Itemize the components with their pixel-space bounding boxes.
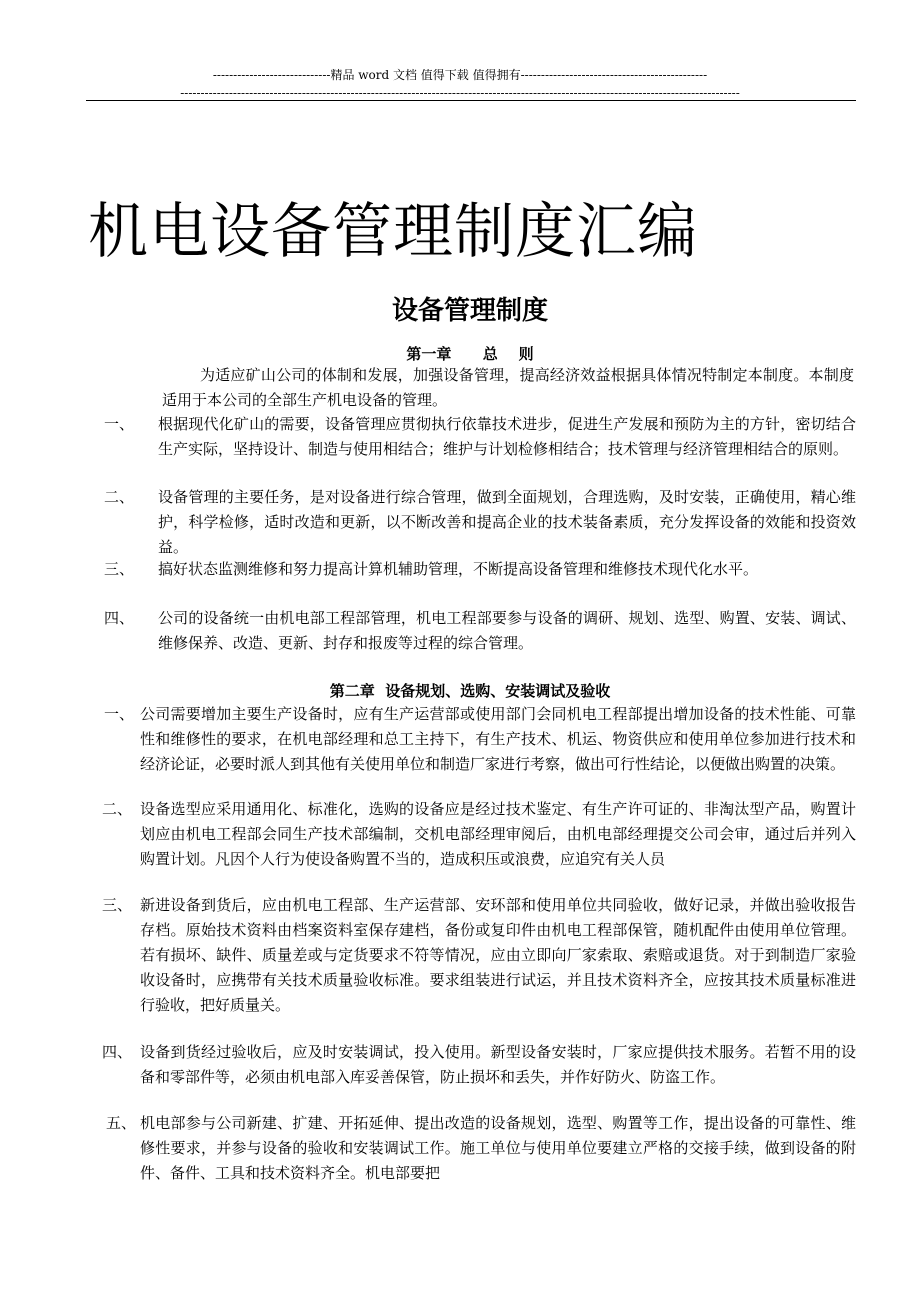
item-text: 机电部参与公司新建、扩建、开拓延伸、提出改造的设备规划，选型、购置等工作，提出设备的可靠性、维修性要求，并参与设备的验收和安装调试工作。施工单位与使用单位要建立严格的交接手续，做到设备的附件、备件、工具和技术资料齐全。机电部要把 [140,1114,856,1182]
chapter-1-item-3 [104,557,856,582]
item-number: 四、 [102,1043,133,1061]
section-title: 设备管理制度 [391,296,548,326]
item-text: 设备到货经过验收后，应及时安装调试，投入使用。新型设备安装时，厂家应提供技术服务。若暂不用的设备和零部件等，必须由机电部入库妥善保管，防止损坏和丢失，并作好防火、防盗工作。 [140,1043,856,1086]
chapter-2-item-4 [102,1040,856,1090]
document-title: 机电设备管理制度汇编 [88,197,698,267]
header-rule [86,100,856,101]
chapter-2-item-2 [102,797,856,872]
item-text: 搞好状态监测维修和努力提高计算机辅助管理，不断提高设备管理和维修技术现代化水平。 [158,560,759,578]
item-number: 四、 [104,609,135,627]
chapter-1-item-2 [104,485,856,560]
item-number: 五、 [106,1114,137,1132]
chapter-2-heading: 第二章 设备规划、选购、安装调试及验收 [329,682,611,700]
page-header-dashes: ------------------------------------------------------------------------------------------------------------------------------------------ [180,86,740,100]
chapter-2-item-3 [102,893,856,1018]
item-number: 二、 [102,800,133,818]
chapter-1-item-4 [104,606,856,656]
item-text: 设备选型应采用通用化、标准化，选购的设备应是经过技术鉴定、有生产许可证的、非淘汰型产品，购置计划应由机电工程部会同生产技术部编制，交机电部经理审阅后，由机电部经理提交公司会审，通过后并列入购置计划。凡因个人行为使设备购置不当的，造成积压或浪费，应追究有关人员 [140,800,856,868]
item-text: 公司需要增加主要生产设备时，应有生产运营部或使用部门会同机电工程部提出增加设备的技术性能、可靠性和维修性的要求，在机电部经理和总工主持下，有生产技术、机运、物资供应和使用单位参加进行技术和经济论证，必要时派人到其他有关使用单位和制造厂家进行考察，做出可行性结论，以便做出购置的决策。 [140,705,856,773]
item-text: 新进设备到货后，应由机电工程部、生产运营部、安环部和使用单位共同验收，做好记录，并做出验收报告存档。原始技术资料由档案资料室保存建档，备份或复印件由机电工程部保管，随机配件由使用单位管理。若有损坏、缺件、质量差或与定货要求不符等情况，应由立即向厂家索取、索赔或退货。对于到制造厂家验收设备时，应携带有关技术质量验收标准。要求组装进行试运，并且技术资料齐全，应按其技术质量标准进行验收，把好质量关。 [140,896,856,1014]
item-text: 设备管理的主要任务，是对设备进行综合管理，做到全面规划，合理选购，及时安装，正确使用，精心维护，科学检修，适时改造和更新，以不断改善和提高企业的技术装备素质，充分发挥设备的效能和投资效益。 [158,488,856,556]
item-number: 三、 [104,560,135,578]
chapter-1-item-1 [104,412,856,462]
item-text: 根据现代化矿山的需要，设备管理应贯彻执行依靠技术进步，促进生产发展和预防为主的方针，密切结合生产实际，坚持设计、制造与使用相结合；维护与计划检修相结合；技术管理与经济管理相结合的原则。 [158,415,856,458]
item-number: 二、 [104,488,135,506]
item-text: 公司的设备统一由机电部工程部管理，机电工程部要参与设备的调研、规划、选型、购置、安装、调试、维修保养、改造、更新、封存和报废等过程的综合管理。 [158,609,856,652]
page-header-banner: -----------------------------精品 word 文档 值得下载 值得拥有---------------------------------------------- [212,68,708,82]
chapter-1-intro: 为适应矿山公司的体制和发展，加强设备管理，提高经济效益根据具体情况特制定本制度。本制度适用于本公司的全部生产机电设备的管理。 [162,366,854,409]
chapter-1-heading: 第一章 总 则 [406,345,534,363]
item-number: 一、 [104,705,135,723]
item-number: 一、 [104,415,135,433]
item-number: 三、 [102,896,133,914]
chapter-2-item-1 [104,702,856,777]
chapter-2-item-5 [106,1111,856,1186]
